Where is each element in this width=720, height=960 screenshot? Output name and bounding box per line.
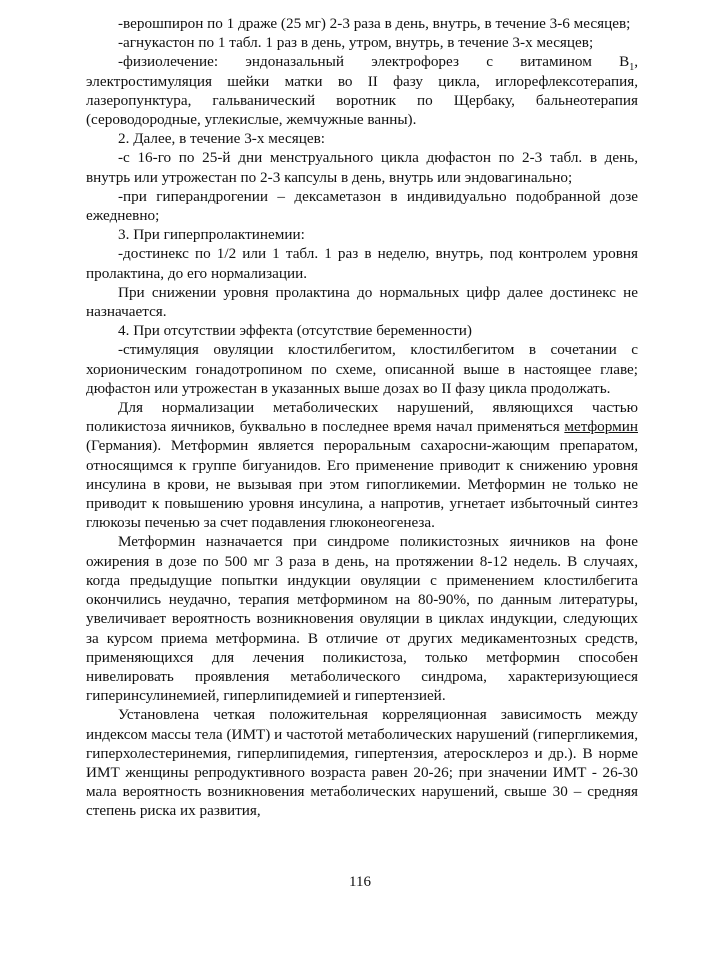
page-body <box>86 14 638 821</box>
physiotherapy-text-start: -физиолечение: эндоназальный электрофорез с витамином B <box>118 53 630 71</box>
list-item-ovulation-stimulation: -стимуляция овуляции клостилбегитом, клостилбегитом в сочетании с хорионическим гонадотропином по схеме, описанной выше в настоящее главе; дюфастон или утрожестан в указанных выше дозах во II фазу цикла продолжать. <box>86 341 638 397</box>
physiotherapy-text-end: , электростимуляция шейки матки во II фазу цикла, иглорефлексотерапия, лазеропунктура, гальванический воротник по Щербаку, бальнеотерапия (сероводородные, углекислые, жемчужные ванны). <box>86 53 638 129</box>
paragraph-metformin-dosage: Метформин назначается при синдроме поликистозных яичников на фоне ожирения в дозе по 500 мг 3 раза в день, на протяжении 8-12 недель. В случаях, когда предыдущие попытки индукции овуляции с применением клостилбегита окончились неудачно, терапия метформином на 80-90%, по данным литературы, увеличивает вероятность возникновения овуляции в циклах индукции, следующих за курсом приема метформина. В отличие от других медикаментозных средств, применяющихся для лечения поликистоза, только метформин способен нивелировать проявления метаболического синдрома, характеризующиеся гиперинсулинемией, гиперлипидемией и гипертензией. <box>86 533 638 705</box>
list-item-dexamethasone: -при гиперандрогении – дексаметазон в индивидуально подобранной дозе ежедневно; <box>86 187 638 225</box>
section-heading-3: 3. При гиперпролактинемии: <box>118 226 305 244</box>
metformin-intro-start: Для нормализации метаболических нарушений, являющихся частью поликистоза яичников, буквально в последнее время начал применяться <box>86 399 638 436</box>
page-number: 116 <box>349 874 371 890</box>
list-item-dostinex: -достинекс по 1/2 или 1 табл. 1 раз в неделю, внутрь, под контролем уровня пролактина, до его нормализации. <box>86 245 638 282</box>
list-item-dufaston: -с 16-го по 25-й дни менструального цикла дюфастон по 2-3 табл. в день, внутрь или утрожестан по 2-3 капсулы в день, внутрь или эндовагинально; <box>86 149 638 186</box>
section-heading-2: 2. Далее, в течение 3-х месяцев: <box>118 130 325 148</box>
vitamin-subscript: 1 <box>629 62 635 74</box>
section-heading-4: 4. При отсутствии эффекта (отсутствие беременности) <box>118 322 472 340</box>
list-item-physiotherapy <box>86 52 638 129</box>
metformin-intro-end: (Германия). Метформин является пероральным сахаросни-жающим препаратом, относящимся к группе бигуанидов. Его применение приводит к снижению уровня инсулина в крови, не вызывая при этом гипогликемии. Метформин не только не приводит к повышению уровня инсулина, а напротив, угнетает избыточный синтез глюкозы печенью за счет подавления глюконеогенеза. <box>86 437 638 532</box>
paragraph-bmi-correlation: Установлена четкая положительная корреляционная зависимость между индексом массы тела (ИМТ) и частотой метаболических нарушений (гипергликемия, гиперхолестеринемия, гиперлипидемия, гипертензия, атеросклероз и др.). В норме ИМТ женщины репродуктивного возраста равен 20-26; при значении ИМТ - 26-30 мала вероятность возникновения метаболических нарушений, свыше 30 – средняя степень риска их развития, <box>86 706 638 820</box>
list-item-veroshpiron: -верошпирон по 1 драже (25 мг) 2-3 раза в день, внутрь, в течение 3-6 месяцев; <box>118 15 631 32</box>
paragraph-metformin-intro <box>86 398 638 532</box>
paragraph-prolactin-note: При снижении уровня пролактина до нормальных цифр далее достинекс не назначается. <box>86 283 638 321</box>
metformin-underlined: метформин <box>564 418 638 436</box>
list-item-agnukaston: -агнукастон по 1 табл. 1 раз в день, утром, внутрь, в течение 3-х месяцев; <box>118 34 594 52</box>
